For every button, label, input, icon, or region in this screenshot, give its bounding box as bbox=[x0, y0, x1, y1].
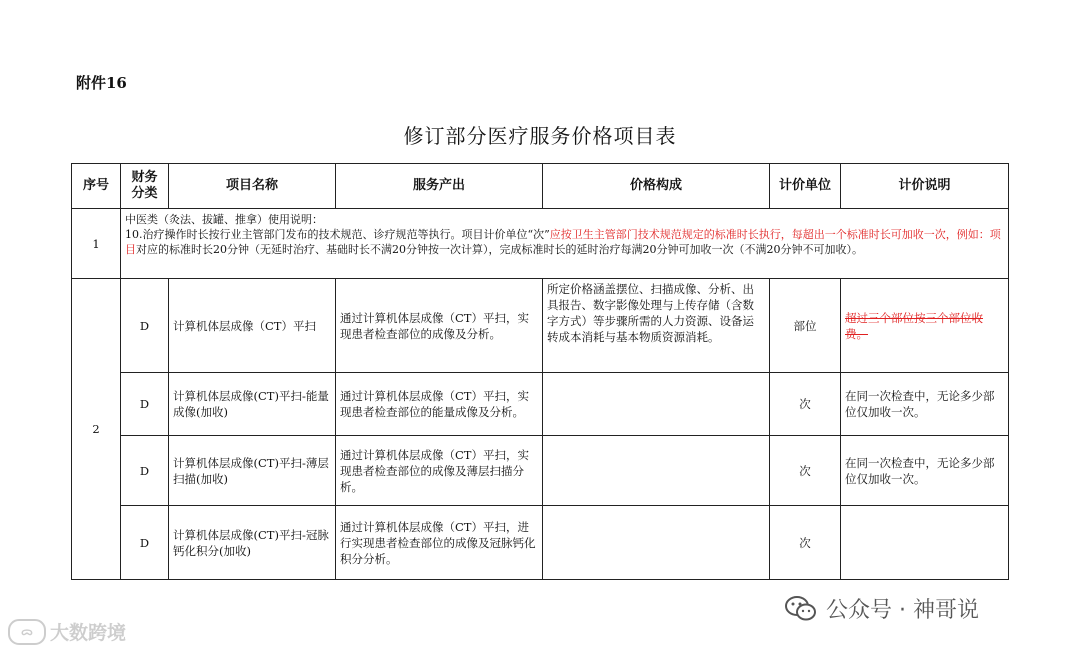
item-name: 计算机体层成像（CT）平扫 bbox=[169, 279, 336, 373]
table-header-row bbox=[72, 164, 1009, 209]
header-composition: 价格构成 bbox=[543, 164, 770, 209]
item-output: 通过计算机体层成像（CT）平扫，进行实现患者检查部位的成像及冠脉钙化积分分析。 bbox=[336, 506, 543, 580]
header-no: 序号 bbox=[72, 164, 121, 209]
usage-note-cell bbox=[121, 209, 1009, 279]
item-note bbox=[841, 506, 1009, 580]
usage-note-tail: 对应的标准时长20分钟（无延时治疗、基础时长不满20分钟按一次计算），完成标准时长的延时治疗每满20分钟可加收一次（不满20分钟不可加收）。 bbox=[136, 243, 863, 256]
item-unit: 部位 bbox=[770, 279, 841, 373]
table-row bbox=[72, 209, 1009, 279]
table-row bbox=[72, 506, 1009, 580]
item-name: 计算机体层成像(CT)平扫-能量成像(加收) bbox=[169, 373, 336, 436]
item-category: D bbox=[121, 436, 169, 506]
item-output: 通过计算机体层成像（CT）平扫，实现患者检查部位的能量成像及分析。 bbox=[336, 373, 543, 436]
item-unit: 次 bbox=[770, 436, 841, 506]
row-no: 2 bbox=[72, 279, 121, 580]
item-unit: 次 bbox=[770, 506, 841, 580]
watermark-right-text: 公众号 · 神哥说 bbox=[826, 598, 979, 623]
usage-note-title: 中医类（灸法、拔罐、推拿）使用说明： bbox=[125, 213, 323, 226]
watermark-right bbox=[784, 593, 979, 624]
header-category-line1: 财务 bbox=[131, 170, 158, 185]
usage-note-text: 10.治疗操作时长按行业主管部门发布的技术规范、诊疗规范等执行。项目计价单位“次” bbox=[125, 228, 550, 241]
header-note: 计价说明 bbox=[841, 164, 1009, 209]
watermark-left bbox=[8, 618, 126, 645]
item-composition bbox=[543, 436, 770, 506]
header-name: 项目名称 bbox=[169, 164, 336, 209]
usage-note-red-text: 应按卫生主管部门技术规范规定的标准时长执行，每超出一个标准时长可加收一次，例如：项目 bbox=[125, 228, 1001, 256]
usage-note-body bbox=[125, 227, 1004, 257]
weibo-icon: ᯅ bbox=[8, 619, 46, 645]
item-output: 通过计算机体层成像（CT）平扫，实现患者检查部位的成像及分析。 bbox=[336, 279, 543, 373]
table-row bbox=[72, 436, 1009, 506]
header-category-line2: 分类 bbox=[131, 186, 158, 201]
item-output: 通过计算机体层成像（CT）平扫，实现患者检查部位的成像及薄层扫描分析。 bbox=[336, 436, 543, 506]
item-note: 在同一次检查中，无论多少部位仅加收一次。 bbox=[841, 436, 1009, 506]
wechat-icon bbox=[784, 595, 818, 623]
item-unit: 次 bbox=[770, 373, 841, 436]
price-table bbox=[71, 163, 1009, 580]
item-note: 超过三个部位按三个部位收费。 bbox=[841, 279, 1009, 373]
header-unit: 计价单位 bbox=[770, 164, 841, 209]
item-composition: 所定价格涵盖摆位、扫描成像、分析、出具报告、数字影像处理与上传存储（含数字方式）等步骤所需的人力资源、设备运转成本消耗与基本物质资源消耗。 bbox=[543, 279, 770, 373]
item-name: 计算机体层成像(CT)平扫-薄层扫描(加收) bbox=[169, 436, 336, 506]
item-note: 在同一次检查中，无论多少部位仅加收一次。 bbox=[841, 373, 1009, 436]
item-category: D bbox=[121, 373, 169, 436]
item-composition bbox=[543, 373, 770, 436]
table-row bbox=[72, 373, 1009, 436]
attachment-label: 附件16 bbox=[76, 74, 127, 92]
item-category: D bbox=[121, 279, 169, 373]
item-composition bbox=[543, 506, 770, 580]
header-output: 服务产出 bbox=[336, 164, 543, 209]
header-category bbox=[121, 164, 169, 209]
item-name: 计算机体层成像(CT)平扫-冠脉钙化积分(加收) bbox=[169, 506, 336, 580]
document-title: 修订部分医疗服务价格项目表 bbox=[403, 124, 677, 148]
table-row bbox=[72, 279, 1009, 373]
row-no: 1 bbox=[72, 209, 121, 279]
watermark-left-text: 大数跨境 bbox=[50, 622, 127, 644]
item-category: D bbox=[121, 506, 169, 580]
